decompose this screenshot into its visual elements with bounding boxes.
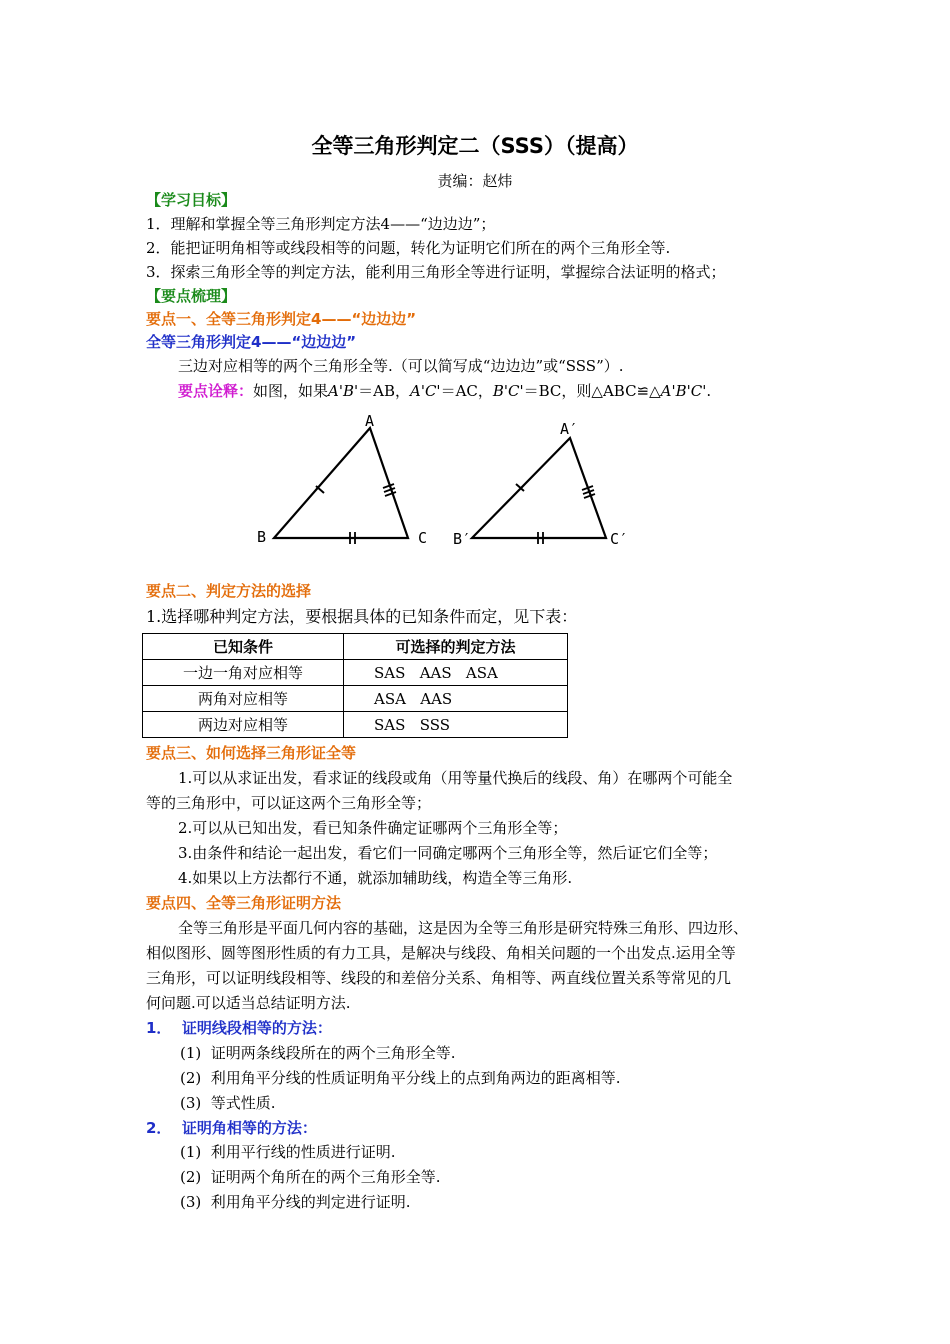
triangle-a1b1c1: A'B'C' — [660, 382, 707, 400]
point2-intro: 1.选择哪种判定方法，要根据具体的已知条件而定，见下表： — [146, 607, 578, 626]
point1-subheading: 全等三角形判定4——“边边边” — [146, 333, 357, 351]
point4-para-4: 何问题.可以适当总结证明方法. — [146, 994, 351, 1012]
point1-heading: 要点一、全等三角形判定4——“边边边” — [146, 310, 417, 328]
segment-a1c1: A'C' — [410, 382, 441, 400]
goals-heading: 【学习目标】 — [146, 191, 237, 209]
triangle-abc — [257, 412, 427, 547]
point1-text: 三边对应相等的两个三角形全等.（可以简写成“边边边”或“SSS”）. — [178, 357, 624, 375]
method1-heading: 1． 证明线段相等的方法： — [146, 1019, 332, 1037]
tick-ac-2 — [384, 488, 395, 492]
label-c: C — [418, 529, 428, 547]
eq-ab: ＝AB， — [358, 382, 410, 400]
point4-para-1: 全等三角形是平面几何内容的基础，这是因为全等三角形是研究特殊三角形、四边形、 — [178, 919, 749, 937]
table-header-cell: 可选择的判定方法 — [344, 634, 568, 660]
triangle-abc-shape — [274, 428, 408, 538]
table-header-cell: 已知条件 — [143, 634, 344, 660]
table-cell: 两角对应相等 — [143, 686, 344, 712]
method2-heading: 2． 证明角相等的方法： — [146, 1119, 317, 1137]
label-a: A — [365, 412, 375, 430]
point3-line-5: 4.如果以上方法都行不通，就添加辅助线，构造全等三角形. — [178, 869, 573, 887]
point3-line-3: 2.可以从已知出发，看已知条件确定证哪两个三角形全等； — [178, 819, 568, 837]
eq-ac: ＝AC， — [440, 382, 493, 400]
triangle-a1b1c1 — [453, 420, 628, 548]
goal-item-2: 2．能把证明角相等或线段相等的问题，转化为证明它们所在的两个三角形全等. — [146, 239, 671, 257]
table-row — [143, 712, 568, 738]
goal-item-3: 3．探索三角形全等的判定方法，能利用三角形全等进行证明，掌握综合法证明的格式； — [146, 263, 726, 281]
note-label: 要点诠释： — [178, 382, 254, 400]
page-title: 全等三角形判定二（SSS）（提高） — [311, 134, 639, 158]
point3-line-1: 1.可以从求证出发，看求证的线段或角（用等量代换后的线段、角）在哪两个可能全 — [178, 769, 733, 787]
method1-item-2: (2) 利用角平分线的性质证明角平分线上的点到角两边的距离相等. — [180, 1069, 621, 1087]
point3-heading: 要点三、如何选择三角形证全等 — [146, 744, 357, 762]
point3-line-4: 3.由条件和结论一起出发，看它们一同确定哪两个三角形全等，然后证它们全等； — [178, 844, 718, 862]
point4-para-2: 相似图形、圆等图形性质的有力工具，是解决与线段、角相关问题的一个出发点.运用全等 — [146, 944, 736, 962]
label-a1: A′ — [560, 420, 579, 438]
editor-credit: 责编：赵炜 — [437, 172, 513, 190]
point1-note — [178, 381, 711, 401]
point2-heading: 要点二、判定方法的选择 — [146, 582, 312, 600]
method1-item-1: (1) 证明两条线段所在的两个三角形全等. — [180, 1044, 456, 1062]
table-cell: SAS AAS ASA — [344, 660, 568, 686]
table-header-row — [143, 634, 568, 660]
congruent-triangles-figure — [240, 410, 640, 560]
note-end: . — [706, 382, 712, 400]
methods-table — [142, 633, 568, 738]
method2-item-1: (1) 利用平行线的性质进行证明. — [180, 1143, 396, 1161]
segment-a1b1: A'B' — [328, 382, 359, 400]
goal-item-1: 1．理解和掌握全等三角形判定方法4——“边边边”； — [146, 215, 496, 233]
points-heading: 【要点梳理】 — [146, 287, 237, 305]
point3-line-2: 等的三角形中，可以证这两个三角形全等； — [146, 794, 432, 812]
label-b: B — [257, 528, 267, 546]
label-b1: B′ — [453, 530, 472, 548]
method2-item-2: (2) 证明两个角所在的两个三角形全等. — [180, 1168, 441, 1186]
eq-bc: ＝BC，则△ABC≌△ — [523, 382, 661, 400]
table-row — [143, 686, 568, 712]
table-row — [143, 660, 568, 686]
table-cell: 一边一角对应相等 — [143, 660, 344, 686]
label-c1: C′ — [610, 530, 629, 548]
point4-heading: 要点四、全等三角形证明方法 — [146, 894, 342, 912]
segment-b1c1: B'C' — [492, 382, 524, 400]
note-pre: 如图，如果 — [253, 382, 329, 400]
table-cell: ASA AAS — [344, 686, 568, 712]
point4-para-3: 三角形，可以证明线段相等、线段的和差倍分关系、角相等、两直线位置关系等常见的几 — [146, 969, 732, 987]
table-cell: SAS SSS — [344, 712, 568, 738]
table-cell: 两边对应相等 — [143, 712, 344, 738]
method2-item-3: (3) 利用角平分线的判定进行证明. — [180, 1193, 411, 1211]
method1-item-3: (3) 等式性质. — [180, 1094, 276, 1112]
